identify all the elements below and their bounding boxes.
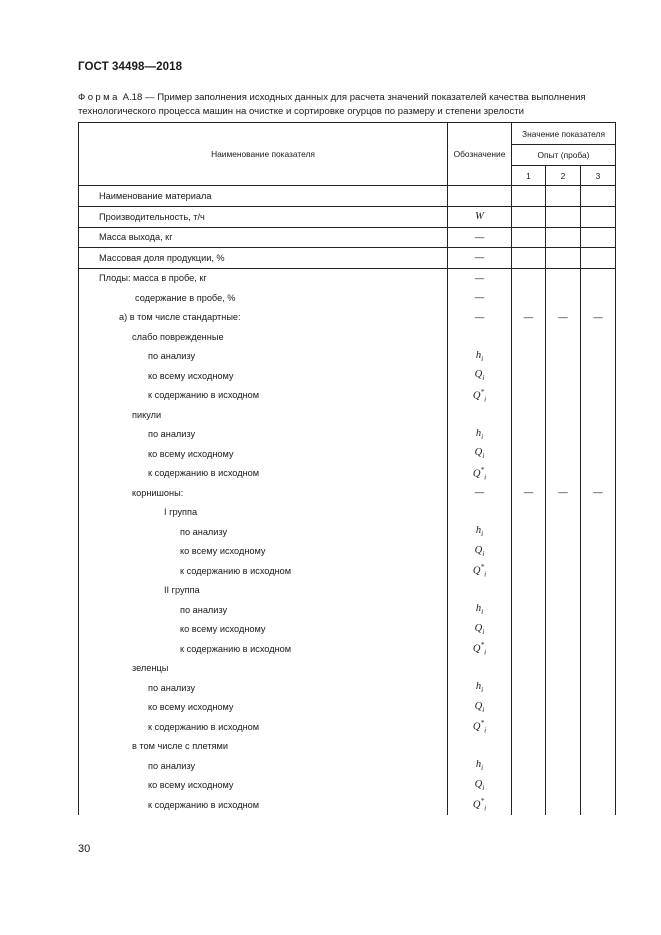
symbol-base: h xyxy=(475,681,482,693)
designation-cell: — xyxy=(448,227,512,248)
designation-cell: — xyxy=(448,288,512,308)
symbol-base: h xyxy=(475,525,482,537)
table-row xyxy=(79,483,616,503)
indicator-name: Масса выхода, кг xyxy=(79,227,448,248)
header-trial-3: 3 xyxy=(581,166,616,186)
designation-cell: — xyxy=(448,248,512,269)
table-row xyxy=(79,268,616,288)
header-trial: Опыт (проба) xyxy=(512,145,616,166)
designation-cell: — xyxy=(448,483,512,503)
designation-cell xyxy=(448,561,512,581)
table-row xyxy=(79,795,616,815)
symbol-sup: * xyxy=(480,386,485,396)
indicator-name: по анализу xyxy=(79,425,448,445)
symbol-sub: i xyxy=(484,726,487,736)
indicator-name: I группа xyxy=(79,503,448,523)
symbol-sub: i xyxy=(481,353,484,363)
indicator-name: ко всему исходному xyxy=(79,366,448,386)
trial-value xyxy=(512,248,546,269)
symbol-sub: i xyxy=(484,804,487,814)
indicator-name: зеленцы xyxy=(79,659,448,679)
caption-text: А.18 — Пример заполнения исходных данных для расчета значений показателей качества выполнения технологического процесса машин на очистке и сортировке огурцов по размеру и степени зрелости xyxy=(78,92,586,117)
table-row xyxy=(79,503,616,523)
indicator-name: II группа xyxy=(79,581,448,601)
table-row xyxy=(79,698,616,718)
designation-cell xyxy=(448,659,512,679)
trial-value xyxy=(546,227,581,248)
designation-cell xyxy=(448,444,512,464)
table-row xyxy=(79,248,616,269)
designation-cell xyxy=(448,620,512,640)
table-row xyxy=(79,639,616,659)
trial-value xyxy=(581,186,616,207)
symbol-sub: i xyxy=(482,704,485,714)
indicator-name: пикули xyxy=(79,405,448,425)
symbol-sub: i xyxy=(481,607,484,617)
designation-cell xyxy=(448,522,512,542)
symbol-base: Q xyxy=(472,721,481,733)
trial-value: — xyxy=(581,308,616,328)
table-row xyxy=(79,366,616,386)
designation-cell xyxy=(448,464,512,484)
indicator-name: по анализу xyxy=(79,347,448,367)
indicator-name: к содержанию в исходном xyxy=(79,464,448,484)
indicator-name: Производительность, т/ч xyxy=(79,207,448,228)
symbol-base: Q xyxy=(474,778,483,790)
indicator-name: к содержанию в исходном xyxy=(79,386,448,406)
document-header: ГОСТ 34498—2018 xyxy=(78,61,183,73)
indicator-name: а) в том числе стандартные: xyxy=(79,308,448,328)
table-row xyxy=(79,308,616,328)
trial-value xyxy=(581,248,616,269)
form-caption xyxy=(78,91,615,118)
indicator-name: к содержанию в исходном xyxy=(79,795,448,815)
indicator-name: к содержанию в исходном xyxy=(79,561,448,581)
table-row xyxy=(79,581,616,601)
symbol-sub: i xyxy=(482,373,485,383)
symbol-sub: i xyxy=(484,570,487,580)
designation-cell xyxy=(448,717,512,737)
symbol-base: Q xyxy=(472,799,481,811)
designation-cell xyxy=(448,366,512,386)
header-designation: Обозначение xyxy=(448,123,512,186)
indicator-name: содержание в пробе, % xyxy=(79,288,448,308)
symbol-sub: i xyxy=(484,394,487,404)
designation-cell xyxy=(448,737,512,757)
designation-cell xyxy=(448,347,512,367)
symbol-base: Q xyxy=(472,390,481,402)
trial-value xyxy=(581,207,616,228)
designation-cell xyxy=(448,425,512,445)
symbol-sub: i xyxy=(484,472,487,482)
indicator-name: по анализу xyxy=(79,522,448,542)
symbol-sub: i xyxy=(484,648,487,658)
symbol-sub: i xyxy=(481,529,484,539)
table-row xyxy=(79,444,616,464)
designation-cell xyxy=(448,600,512,620)
table-row xyxy=(79,347,616,367)
symbol-base: Q xyxy=(472,565,481,577)
designation-cell: — xyxy=(448,308,512,328)
indicator-name: Наименование материала xyxy=(79,186,448,207)
designation-cell xyxy=(448,678,512,698)
table-row xyxy=(79,288,616,308)
header-trial-1: 1 xyxy=(512,166,546,186)
page-number: 30 xyxy=(78,843,91,855)
designation-cell xyxy=(448,795,512,815)
designation-cell xyxy=(448,386,512,406)
symbol-base: Q xyxy=(474,447,483,459)
indicator-name: по анализу xyxy=(79,756,448,776)
table-row xyxy=(79,737,616,757)
header-indicator-name: Наименование показателя xyxy=(79,123,448,186)
table-row xyxy=(79,425,616,445)
table-row xyxy=(79,561,616,581)
table-row xyxy=(79,327,616,347)
trial-value xyxy=(546,207,581,228)
header-trial-2: 2 xyxy=(546,166,581,186)
trial-value xyxy=(546,248,581,269)
designation-cell xyxy=(448,776,512,796)
table-row xyxy=(79,227,616,248)
designation-cell xyxy=(448,503,512,523)
indicator-name: ко всему исходному xyxy=(79,542,448,562)
indicator-name: по анализу xyxy=(79,600,448,620)
caption-prefix: Форма xyxy=(78,92,120,103)
symbol-base: h xyxy=(475,759,482,771)
symbol-sup: * xyxy=(480,718,485,728)
symbol-base: h xyxy=(475,603,482,615)
trial-value xyxy=(546,186,581,207)
indicator-name: ко всему исходному xyxy=(79,444,448,464)
table-row xyxy=(79,522,616,542)
table-row xyxy=(79,542,616,562)
symbol-sub: i xyxy=(482,451,485,461)
table-row xyxy=(79,776,616,796)
trial-value: — xyxy=(512,483,546,503)
designation-cell xyxy=(448,327,512,347)
trial-value: — xyxy=(546,308,581,328)
table-row xyxy=(79,620,616,640)
designation-cell xyxy=(448,186,512,207)
indicator-name: по анализу xyxy=(79,678,448,698)
symbol-sub: i xyxy=(482,548,485,558)
designation-cell xyxy=(448,639,512,659)
symbol-sub: i xyxy=(481,685,484,695)
designation-cell xyxy=(448,698,512,718)
designation-cell xyxy=(448,756,512,776)
indicator-name: корнишоны: xyxy=(79,483,448,503)
trial-value xyxy=(512,186,546,207)
table-row xyxy=(79,717,616,737)
table-row xyxy=(79,659,616,679)
symbol-base: h xyxy=(475,427,482,439)
indicator-name: Плоды: масса в пробе, кг xyxy=(79,268,448,288)
symbol-base: Q xyxy=(474,622,483,634)
symbol-sub: i xyxy=(481,763,484,773)
symbol-sup: * xyxy=(480,796,485,806)
trial-value: — xyxy=(581,483,616,503)
trial-value: — xyxy=(512,308,546,328)
table-row xyxy=(79,600,616,620)
table-row xyxy=(79,405,616,425)
table-row xyxy=(79,386,616,406)
symbol-sup: * xyxy=(480,464,485,474)
indicator-name: к содержанию в исходном xyxy=(79,639,448,659)
symbol-base: h xyxy=(475,349,482,361)
table-row xyxy=(79,756,616,776)
symbol-sup: * xyxy=(480,562,485,572)
trial-value xyxy=(581,227,616,248)
indicator-name: к содержанию в исходном xyxy=(79,717,448,737)
symbol-base: Q xyxy=(474,544,483,556)
indicator-name: ко всему исходному xyxy=(79,698,448,718)
table-row xyxy=(79,464,616,484)
designation-cell xyxy=(448,581,512,601)
symbol-base: Q xyxy=(472,468,481,480)
trial-value xyxy=(512,227,546,248)
table-row xyxy=(79,207,616,228)
indicator-name: ко всему исходному xyxy=(79,776,448,796)
table-row xyxy=(79,678,616,698)
symbol-sup: * xyxy=(480,640,485,650)
symbol-sub: i xyxy=(481,431,484,441)
symbol-sub: i xyxy=(482,782,485,792)
symbol-base: Q xyxy=(474,369,483,381)
symbol-base: Q xyxy=(474,700,483,712)
header-value: Значение показателя xyxy=(512,123,616,145)
indicator-name: в том числе с плетями xyxy=(79,737,448,757)
indicator-name: слабо поврежденные xyxy=(79,327,448,347)
indicator-name: ко всему исходному xyxy=(79,620,448,640)
designation-cell xyxy=(448,405,512,425)
designation-cell: — xyxy=(448,268,512,288)
designation-cell xyxy=(448,542,512,562)
symbol-sub: i xyxy=(482,626,485,636)
table-row xyxy=(79,186,616,207)
trial-value: — xyxy=(546,483,581,503)
symbol-base: Q xyxy=(472,643,481,655)
indicator-table xyxy=(78,122,616,815)
indicator-name: Массовая доля продукции, % xyxy=(79,248,448,269)
designation-cell: W xyxy=(448,207,512,228)
trial-value xyxy=(512,207,546,228)
